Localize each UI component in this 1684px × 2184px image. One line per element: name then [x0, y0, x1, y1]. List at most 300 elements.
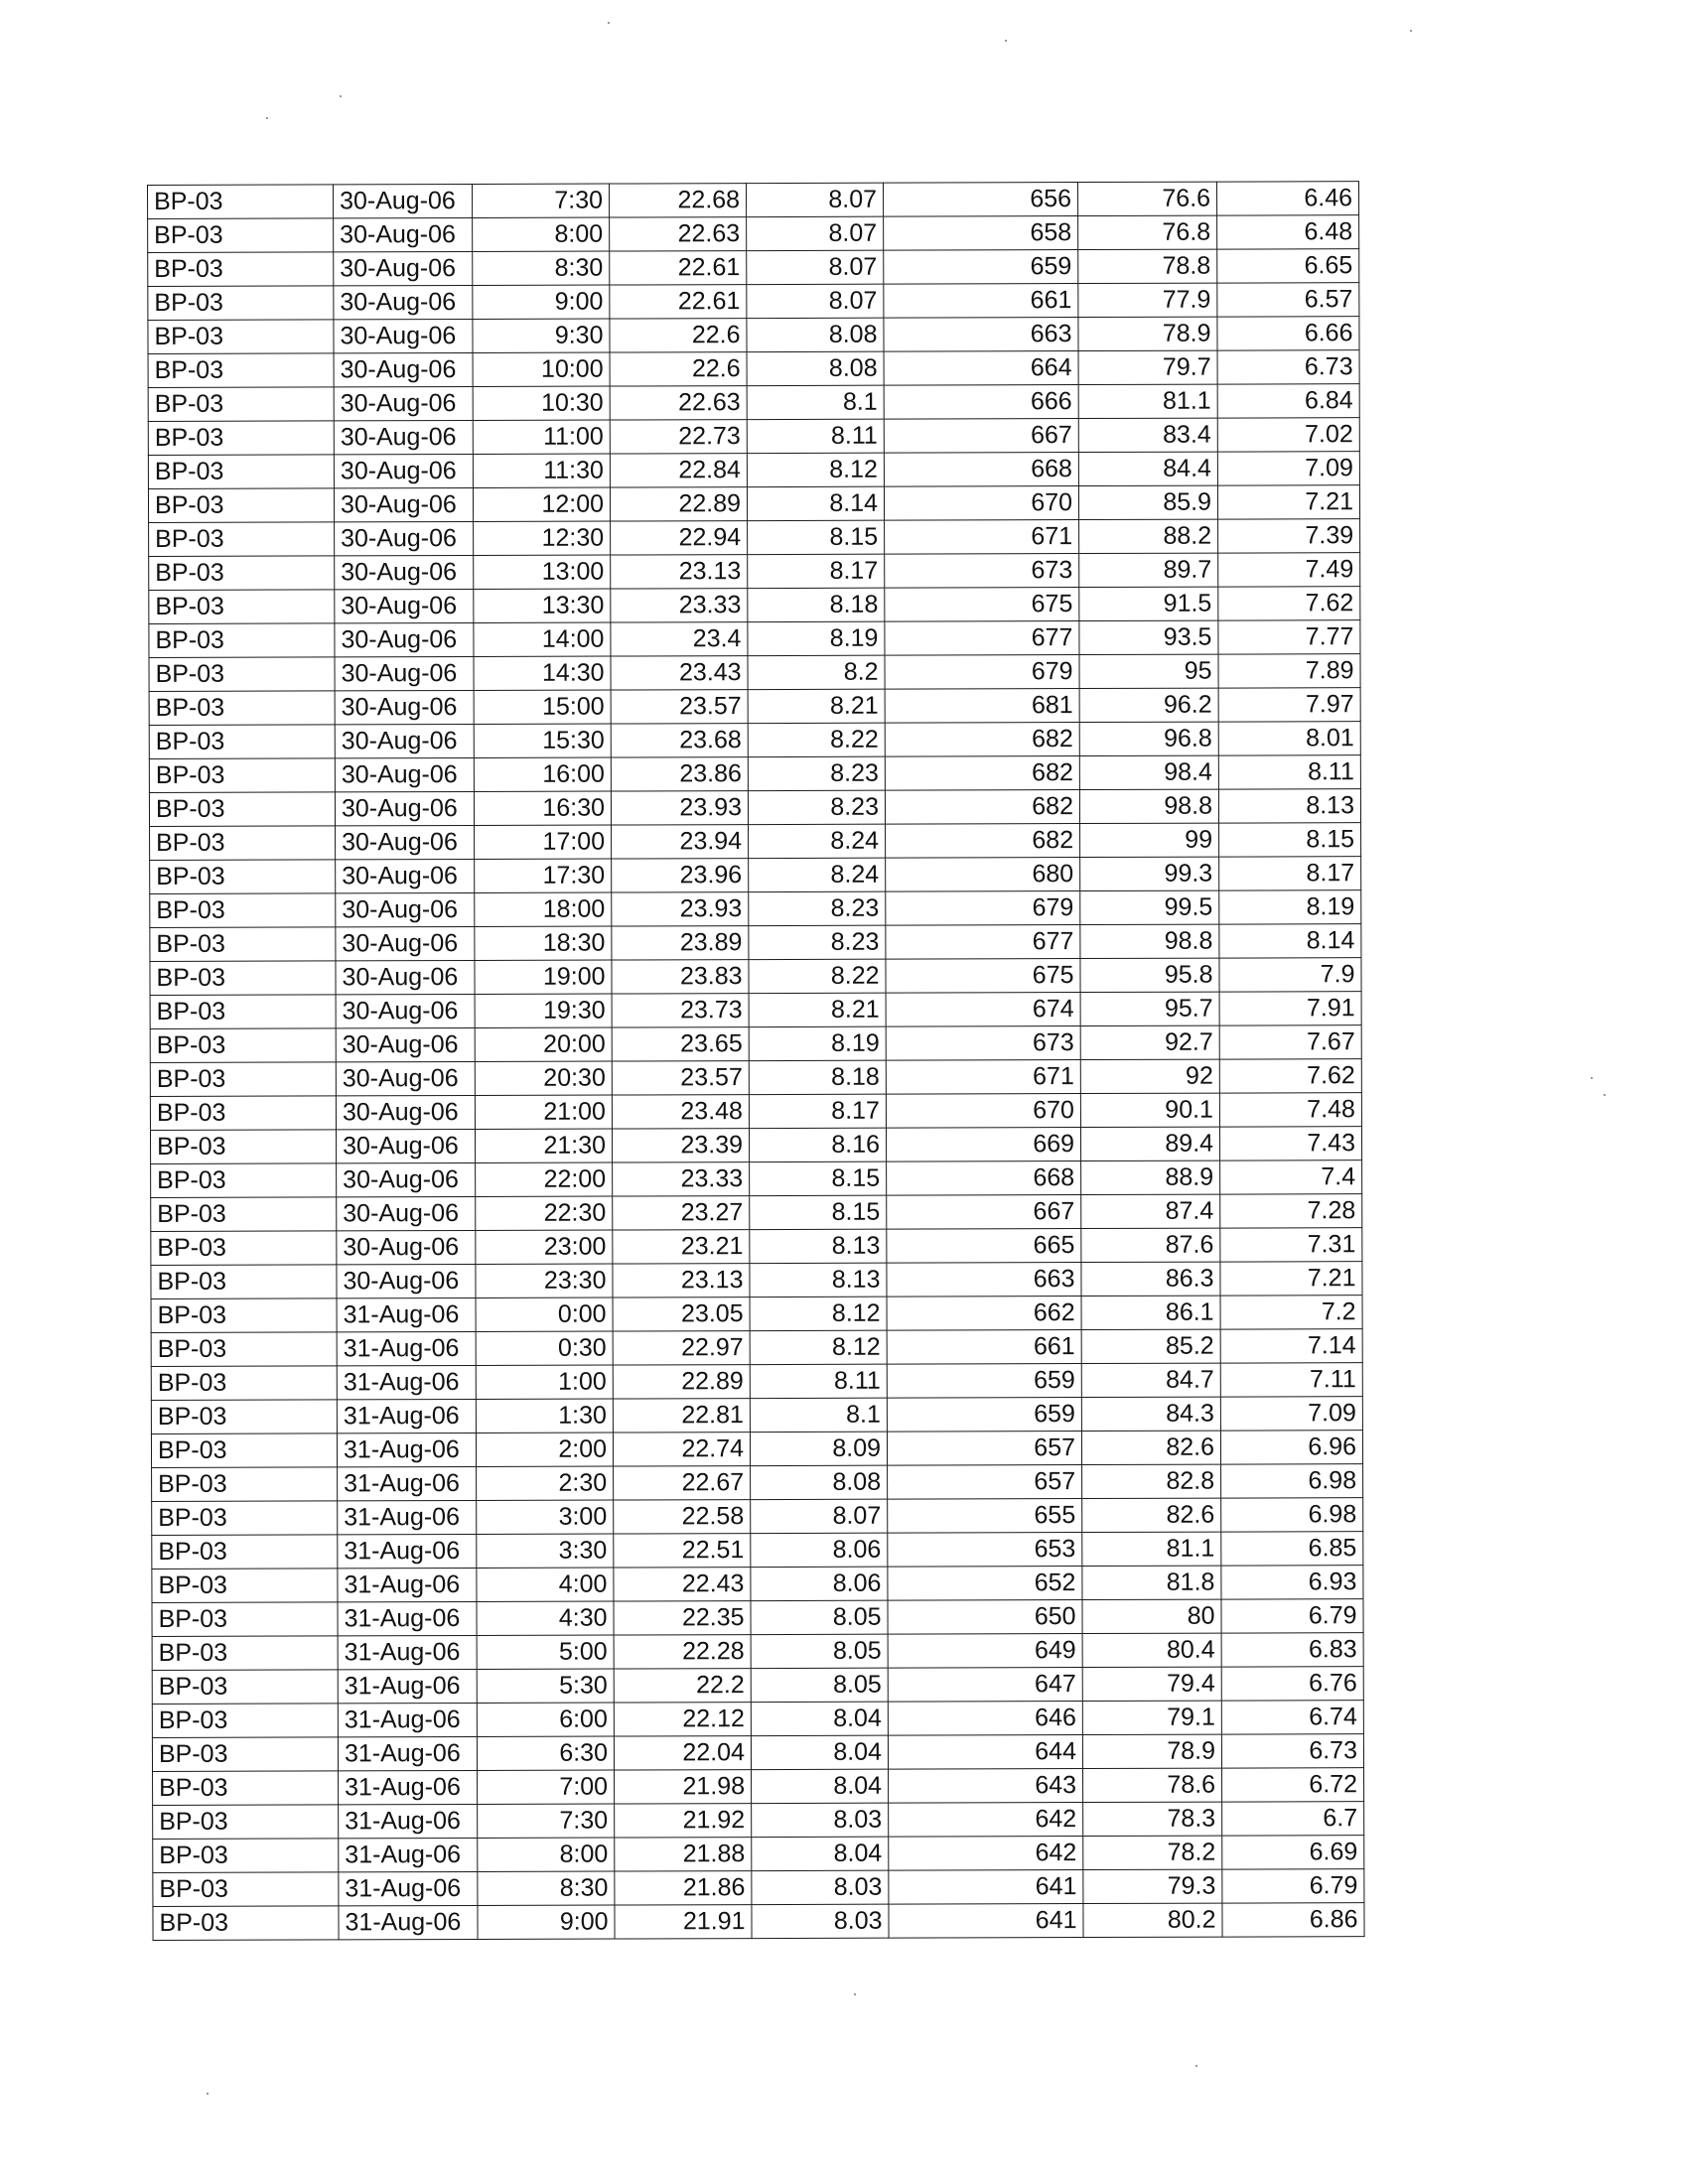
temperature-cell: 22.89 [613, 1365, 750, 1399]
site-id-cell: BP-03 [150, 826, 336, 861]
temperature-cell: 23.57 [611, 690, 748, 724]
time-cell: 16:30 [474, 791, 611, 825]
saturation-cell: 95.8 [1080, 958, 1219, 992]
table-row [153, 1802, 1364, 1840]
ph-cell: 8.23 [748, 756, 885, 790]
conductivity-cell: 650 [888, 1600, 1082, 1635]
site-id-cell: BP-03 [150, 927, 336, 962]
table-row [150, 890, 1361, 928]
table-row [148, 283, 1359, 321]
dissolved-oxygen-cell: 7.02 [1217, 418, 1359, 452]
conductivity-cell: 641 [889, 1870, 1083, 1905]
conductivity-cell: 667 [884, 419, 1078, 454]
scan-speck [1195, 2065, 1197, 2067]
conductivity-cell: 671 [886, 1060, 1080, 1095]
time-cell: 1:00 [476, 1365, 613, 1399]
conductivity-cell: 647 [888, 1668, 1082, 1703]
date-cell: 30-Aug-06 [334, 454, 473, 487]
ph-cell: 8.09 [750, 1432, 887, 1465]
date-cell: 31-Aug-06 [338, 1601, 477, 1635]
site-id-cell: BP-03 [149, 725, 335, 759]
conductivity-cell: 656 [883, 183, 1077, 217]
scan-speck [1591, 1077, 1593, 1079]
ph-cell: 8.07 [746, 183, 883, 216]
saturation-cell: 79.7 [1078, 350, 1217, 384]
conductivity-cell: 680 [886, 858, 1080, 892]
saturation-cell: 93.5 [1079, 620, 1218, 654]
temperature-cell: 23.94 [612, 825, 749, 859]
scan-speck [854, 1993, 856, 1995]
ph-cell: 8.19 [749, 1026, 886, 1060]
ph-cell: 8.13 [750, 1229, 887, 1263]
date-cell: 31-Aug-06 [337, 1365, 476, 1399]
ph-cell: 8.23 [749, 925, 886, 959]
time-cell: 11:30 [473, 454, 610, 487]
site-id-cell: BP-03 [149, 522, 335, 557]
ph-cell: 8.18 [749, 1060, 886, 1094]
table-row [150, 1059, 1361, 1097]
dissolved-oxygen-cell: 6.69 [1222, 1836, 1364, 1869]
conductivity-cell: 666 [884, 385, 1078, 420]
time-cell: 9:00 [478, 1905, 615, 1939]
date-cell: 30-Aug-06 [335, 656, 474, 690]
time-cell: 22:00 [476, 1162, 613, 1196]
time-cell: 4:30 [477, 1601, 614, 1635]
ph-cell: 8.15 [750, 1195, 887, 1229]
saturation-cell: 90.1 [1080, 1093, 1219, 1127]
ph-cell: 8.1 [750, 1398, 887, 1432]
ph-cell: 8.22 [748, 723, 885, 756]
conductivity-cell: 642 [889, 1837, 1083, 1871]
site-id-cell: BP-03 [151, 1231, 337, 1266]
date-cell: 30-Aug-06 [334, 285, 473, 319]
site-id-cell: BP-03 [148, 353, 334, 388]
date-cell: 30-Aug-06 [336, 859, 475, 892]
date-cell: 31-Aug-06 [338, 1736, 477, 1770]
time-cell: 10:30 [473, 386, 610, 420]
date-cell: 30-Aug-06 [336, 892, 475, 926]
dissolved-oxygen-cell: 7.09 [1220, 1397, 1362, 1431]
date-cell: 30-Aug-06 [334, 487, 473, 521]
conductivity-cell: 644 [888, 1735, 1082, 1770]
conductivity-cell: 643 [889, 1769, 1083, 1804]
date-cell: 31-Aug-06 [339, 1838, 478, 1871]
scan-speck [207, 2093, 209, 2095]
dissolved-oxygen-cell: 7.62 [1218, 587, 1360, 620]
dissolved-oxygen-cell: 6.93 [1221, 1566, 1363, 1599]
saturation-cell: 76.6 [1077, 182, 1216, 215]
date-cell: 30-Aug-06 [335, 589, 474, 622]
dissolved-oxygen-cell: 7.49 [1218, 553, 1360, 587]
date-cell: 30-Aug-06 [334, 251, 473, 285]
conductivity-cell: 679 [886, 891, 1080, 926]
site-id-cell: BP-03 [148, 387, 334, 422]
dissolved-oxygen-cell: 7.21 [1217, 485, 1359, 519]
time-cell: 5:30 [477, 1669, 614, 1703]
temperature-cell: 22.89 [610, 487, 747, 521]
temperature-cell: 22.51 [614, 1534, 751, 1568]
date-cell: 31-Aug-06 [338, 1568, 477, 1601]
saturation-cell: 82.6 [1082, 1498, 1221, 1532]
date-cell: 30-Aug-06 [336, 960, 475, 994]
site-id-cell: BP-03 [151, 1400, 337, 1434]
time-cell: 9:00 [473, 285, 610, 319]
conductivity-cell: 663 [884, 318, 1078, 352]
conductivity-cell: 668 [884, 453, 1078, 487]
dissolved-oxygen-cell: 6.73 [1217, 350, 1359, 384]
site-id-cell: BP-03 [149, 657, 335, 692]
saturation-cell: 79.1 [1082, 1701, 1221, 1734]
site-id-cell: BP-03 [148, 286, 334, 321]
table-row [152, 1532, 1363, 1570]
ph-cell: 8.11 [750, 1364, 887, 1398]
ph-cell: 8.07 [751, 1499, 888, 1533]
table-row [151, 1329, 1362, 1367]
dissolved-oxygen-cell: 8.15 [1219, 823, 1361, 857]
time-cell: 18:30 [475, 926, 612, 960]
ph-cell: 8.03 [752, 1904, 889, 1938]
temperature-cell: 23.57 [612, 1061, 749, 1095]
table-row [152, 1498, 1363, 1536]
date-cell: 30-Aug-06 [336, 1129, 475, 1162]
temperature-cell: 23.73 [612, 994, 749, 1027]
site-id-cell: BP-03 [148, 488, 334, 523]
conductivity-cell: 658 [884, 216, 1078, 251]
saturation-cell: 84.7 [1081, 1363, 1220, 1397]
temperature-cell: 22.6 [610, 319, 747, 352]
site-id-cell: BP-03 [153, 1805, 339, 1840]
conductivity-cell: 668 [887, 1161, 1081, 1196]
dissolved-oxygen-cell: 7.48 [1219, 1093, 1361, 1127]
ph-cell: 8.1 [747, 385, 884, 419]
dissolved-oxygen-cell: 7.31 [1220, 1228, 1362, 1262]
dissolved-oxygen-cell: 8.13 [1218, 789, 1360, 823]
date-cell: 31-Aug-06 [338, 1466, 477, 1500]
saturation-cell: 84.4 [1078, 452, 1217, 485]
site-id-cell: BP-03 [150, 1062, 336, 1097]
temperature-cell: 22.63 [610, 386, 747, 420]
temperature-cell: 23.93 [611, 791, 748, 825]
saturation-cell: 78.9 [1082, 1734, 1221, 1768]
temperature-cell: 23.65 [612, 1027, 749, 1061]
saturation-cell: 99.3 [1080, 857, 1219, 890]
scan-speck [1005, 40, 1007, 42]
date-cell: 31-Aug-06 [338, 1500, 477, 1534]
saturation-cell: 77.9 [1078, 283, 1217, 317]
temperature-cell: 21.98 [615, 1770, 752, 1804]
time-cell: 7:30 [478, 1804, 615, 1838]
date-cell: 31-Aug-06 [337, 1331, 476, 1365]
saturation-cell: 92 [1080, 1059, 1219, 1093]
site-id-cell: BP-03 [153, 1906, 339, 1941]
table-row [149, 688, 1360, 726]
dissolved-oxygen-cell: 6.84 [1217, 384, 1359, 418]
temperature-cell: 21.92 [615, 1804, 752, 1838]
date-cell: 30-Aug-06 [337, 1196, 476, 1230]
saturation-cell: 98.8 [1079, 789, 1218, 823]
ph-cell: 8.12 [747, 453, 884, 486]
temperature-cell: 23.21 [613, 1230, 750, 1264]
conductivity-cell: 682 [885, 790, 1079, 825]
site-id-cell: BP-03 [152, 1602, 338, 1637]
time-cell: 10:00 [473, 352, 610, 386]
ph-cell: 8.05 [751, 1634, 888, 1668]
date-cell: 30-Aug-06 [337, 1264, 476, 1297]
ph-cell: 8.11 [747, 419, 884, 453]
time-cell: 8:30 [473, 251, 610, 285]
table-row [150, 1093, 1361, 1131]
dissolved-oxygen-cell: 8.14 [1219, 924, 1361, 958]
saturation-cell: 82.6 [1081, 1431, 1220, 1464]
temperature-cell: 23.13 [611, 555, 748, 589]
dissolved-oxygen-cell: 6.72 [1222, 1768, 1364, 1802]
saturation-cell: 91.5 [1079, 587, 1218, 620]
dissolved-oxygen-cell: 7.09 [1217, 452, 1359, 485]
table-row [151, 1228, 1362, 1266]
ph-cell: 8.03 [752, 1803, 889, 1837]
ph-cell: 8.23 [748, 790, 885, 824]
dissolved-oxygen-cell: 7.2 [1220, 1296, 1362, 1329]
ph-cell: 8.19 [748, 621, 885, 655]
conductivity-cell: 659 [884, 250, 1078, 285]
table-row [152, 1566, 1363, 1603]
saturation-cell: 83.4 [1078, 418, 1217, 452]
ph-cell: 8.15 [750, 1161, 887, 1195]
site-id-cell: BP-03 [152, 1670, 338, 1705]
site-id-cell: BP-03 [152, 1501, 338, 1536]
saturation-cell: 96.8 [1079, 722, 1218, 755]
ph-cell: 8.24 [749, 824, 886, 858]
site-id-cell: BP-03 [151, 1265, 337, 1299]
table-row [151, 1363, 1362, 1401]
time-cell: 6:30 [477, 1736, 614, 1770]
date-cell: 30-Aug-06 [336, 1027, 475, 1061]
dissolved-oxygen-cell: 8.11 [1218, 755, 1360, 789]
table-row [150, 992, 1361, 1029]
time-cell: 17:30 [475, 859, 612, 892]
site-id-cell: BP-03 [152, 1569, 338, 1603]
ph-cell: 8.04 [751, 1735, 888, 1769]
ph-cell: 8.23 [749, 891, 886, 925]
site-id-cell: BP-03 [150, 961, 336, 996]
ph-cell: 8.08 [747, 351, 884, 385]
saturation-cell: 80.4 [1082, 1633, 1221, 1667]
conductivity-cell: 675 [886, 959, 1080, 994]
dissolved-oxygen-cell: 6.66 [1217, 317, 1359, 350]
conductivity-cell: 659 [887, 1398, 1081, 1433]
temperature-cell: 23.33 [613, 1162, 750, 1196]
time-cell: 18:00 [475, 892, 612, 926]
time-cell: 0:00 [476, 1297, 613, 1331]
saturation-cell: 98.4 [1079, 755, 1218, 789]
ph-cell: 8.04 [751, 1702, 888, 1735]
conductivity-cell: 665 [887, 1229, 1081, 1264]
table-row [152, 1633, 1363, 1671]
time-cell: 8:00 [473, 217, 610, 251]
table-row [153, 1836, 1364, 1873]
temperature-cell: 23.68 [611, 724, 748, 757]
saturation-cell: 78.9 [1078, 317, 1217, 350]
temperature-cell: 23.13 [613, 1264, 750, 1297]
ph-cell: 8.06 [751, 1567, 888, 1600]
ph-cell: 8.15 [748, 520, 885, 554]
scan-speck [266, 117, 268, 119]
dissolved-oxygen-cell: 6.86 [1222, 1903, 1364, 1937]
saturation-cell: 80 [1082, 1599, 1221, 1633]
saturation-cell: 86.3 [1081, 1262, 1220, 1296]
dissolved-oxygen-cell: 7.67 [1219, 1025, 1361, 1059]
date-cell: 30-Aug-06 [336, 994, 475, 1027]
time-cell: 5:00 [477, 1635, 614, 1669]
saturation-cell: 81.1 [1078, 384, 1217, 418]
site-id-cell: BP-03 [151, 1197, 337, 1232]
conductivity-cell: 642 [889, 1803, 1083, 1838]
date-cell: 30-Aug-06 [335, 622, 474, 656]
date-cell: 30-Aug-06 [334, 217, 473, 251]
table-row [148, 215, 1359, 253]
site-id-cell: BP-03 [149, 792, 335, 827]
saturation-cell: 81.8 [1082, 1566, 1221, 1599]
conductivity-cell: 675 [885, 588, 1079, 622]
date-cell: 30-Aug-06 [335, 690, 474, 724]
site-id-cell: BP-03 [152, 1737, 338, 1772]
dissolved-oxygen-cell: 6.57 [1217, 283, 1359, 317]
dissolved-oxygen-cell: 6.7 [1222, 1802, 1364, 1836]
table-row [149, 654, 1360, 692]
date-cell: 30-Aug-06 [336, 825, 475, 859]
table-row [149, 519, 1360, 557]
time-cell: 19:30 [475, 994, 612, 1027]
ph-cell: 8.06 [751, 1533, 888, 1567]
conductivity-cell: 682 [885, 723, 1079, 757]
date-cell: 30-Aug-06 [336, 1095, 475, 1129]
conductivity-cell: 652 [888, 1567, 1082, 1601]
site-id-cell: BP-03 [149, 556, 335, 591]
dissolved-oxygen-cell: 6.74 [1221, 1701, 1363, 1734]
site-id-cell: BP-03 [148, 218, 334, 253]
site-id-cell: BP-03 [150, 893, 336, 928]
dissolved-oxygen-cell: 6.65 [1217, 249, 1359, 283]
date-cell: 31-Aug-06 [339, 1905, 478, 1939]
date-cell: 30-Aug-06 [335, 521, 474, 555]
site-id-cell: BP-03 [153, 1872, 339, 1907]
conductivity-cell: 667 [887, 1195, 1081, 1230]
saturation-cell: 88.2 [1079, 519, 1218, 553]
table-row [152, 1701, 1363, 1738]
dissolved-oxygen-cell: 7.4 [1220, 1160, 1362, 1194]
table-row [150, 958, 1361, 996]
table-row [149, 722, 1360, 759]
conductivity-cell: 669 [886, 1128, 1080, 1162]
site-id-cell: BP-03 [152, 1704, 338, 1738]
conductivity-cell: 670 [884, 486, 1078, 521]
dissolved-oxygen-cell: 6.96 [1220, 1431, 1362, 1464]
temperature-cell: 21.88 [615, 1838, 752, 1871]
table-row [149, 620, 1360, 658]
date-cell: 31-Aug-06 [337, 1433, 476, 1466]
table-row [149, 587, 1360, 624]
saturation-cell: 89.7 [1079, 553, 1218, 587]
conductivity-cell: 677 [886, 925, 1080, 960]
ph-cell: 8.16 [749, 1128, 886, 1161]
site-id-cell: BP-03 [151, 1366, 337, 1401]
time-cell: 1:30 [476, 1399, 613, 1433]
site-id-cell: BP-03 [150, 1096, 336, 1131]
table-row [153, 1768, 1364, 1806]
table-row [151, 1397, 1362, 1434]
time-cell: 6:00 [477, 1703, 614, 1736]
table-row [152, 1667, 1363, 1705]
scan-speck [1410, 30, 1412, 32]
ph-cell: 8.07 [747, 250, 884, 284]
time-cell: 20:00 [475, 1027, 612, 1061]
saturation-cell: 98.8 [1080, 924, 1219, 958]
saturation-cell: 95 [1079, 654, 1218, 688]
time-cell: 8:00 [478, 1838, 615, 1871]
time-cell: 12:30 [474, 521, 611, 555]
ph-cell: 8.07 [747, 216, 884, 250]
saturation-cell: 92.7 [1080, 1025, 1219, 1059]
conductivity-cell: 682 [886, 824, 1080, 859]
table-row [151, 1262, 1362, 1299]
conductivity-cell: 662 [887, 1297, 1081, 1331]
conductivity-cell: 673 [886, 1026, 1080, 1061]
site-id-cell: BP-03 [149, 590, 335, 624]
temperature-cell: 22.12 [614, 1703, 751, 1736]
time-cell: 13:30 [474, 589, 611, 622]
dissolved-oxygen-cell: 6.83 [1221, 1633, 1363, 1667]
dissolved-oxygen-cell: 7.62 [1219, 1059, 1361, 1093]
date-cell: 30-Aug-06 [334, 184, 473, 217]
table-row [151, 1160, 1362, 1198]
temperature-cell: 22.94 [611, 521, 748, 555]
conductivity-cell: 682 [885, 756, 1079, 791]
table-row [148, 418, 1359, 456]
conductivity-cell: 646 [888, 1702, 1082, 1736]
dissolved-oxygen-cell: 7.43 [1219, 1127, 1361, 1160]
dissolved-oxygen-cell: 7.91 [1219, 992, 1361, 1025]
temperature-cell: 22.6 [610, 352, 747, 386]
scan-speck [608, 22, 610, 24]
site-id-cell: BP-03 [152, 1535, 338, 1570]
date-cell: 31-Aug-06 [337, 1297, 476, 1331]
dissolved-oxygen-cell: 8.17 [1219, 857, 1361, 890]
table-row [149, 553, 1360, 591]
ph-cell: 8.18 [748, 588, 885, 621]
temperature-cell: 23.4 [611, 622, 748, 656]
saturation-cell: 78.6 [1083, 1768, 1222, 1802]
saturation-cell: 87.4 [1081, 1194, 1220, 1228]
temperature-cell: 22.97 [613, 1331, 750, 1365]
table-row [149, 755, 1360, 793]
date-cell: 30-Aug-06 [336, 1061, 475, 1095]
date-cell: 30-Aug-06 [337, 1162, 476, 1196]
ph-cell: 8.03 [752, 1870, 889, 1904]
dissolved-oxygen-cell: 6.76 [1221, 1667, 1363, 1701]
measurement-table [147, 181, 1365, 1941]
date-cell: 31-Aug-06 [339, 1871, 478, 1905]
time-cell: 0:30 [476, 1331, 613, 1365]
dissolved-oxygen-cell: 8.19 [1219, 890, 1361, 924]
site-id-cell: BP-03 [150, 1130, 336, 1164]
date-cell: 31-Aug-06 [338, 1635, 477, 1669]
dissolved-oxygen-cell: 7.21 [1220, 1262, 1362, 1296]
table-row [152, 1734, 1363, 1772]
temperature-cell: 21.86 [615, 1871, 752, 1905]
temperature-cell: 22.58 [614, 1500, 751, 1534]
table-row [150, 1025, 1361, 1063]
temperature-cell: 23.43 [611, 656, 748, 690]
